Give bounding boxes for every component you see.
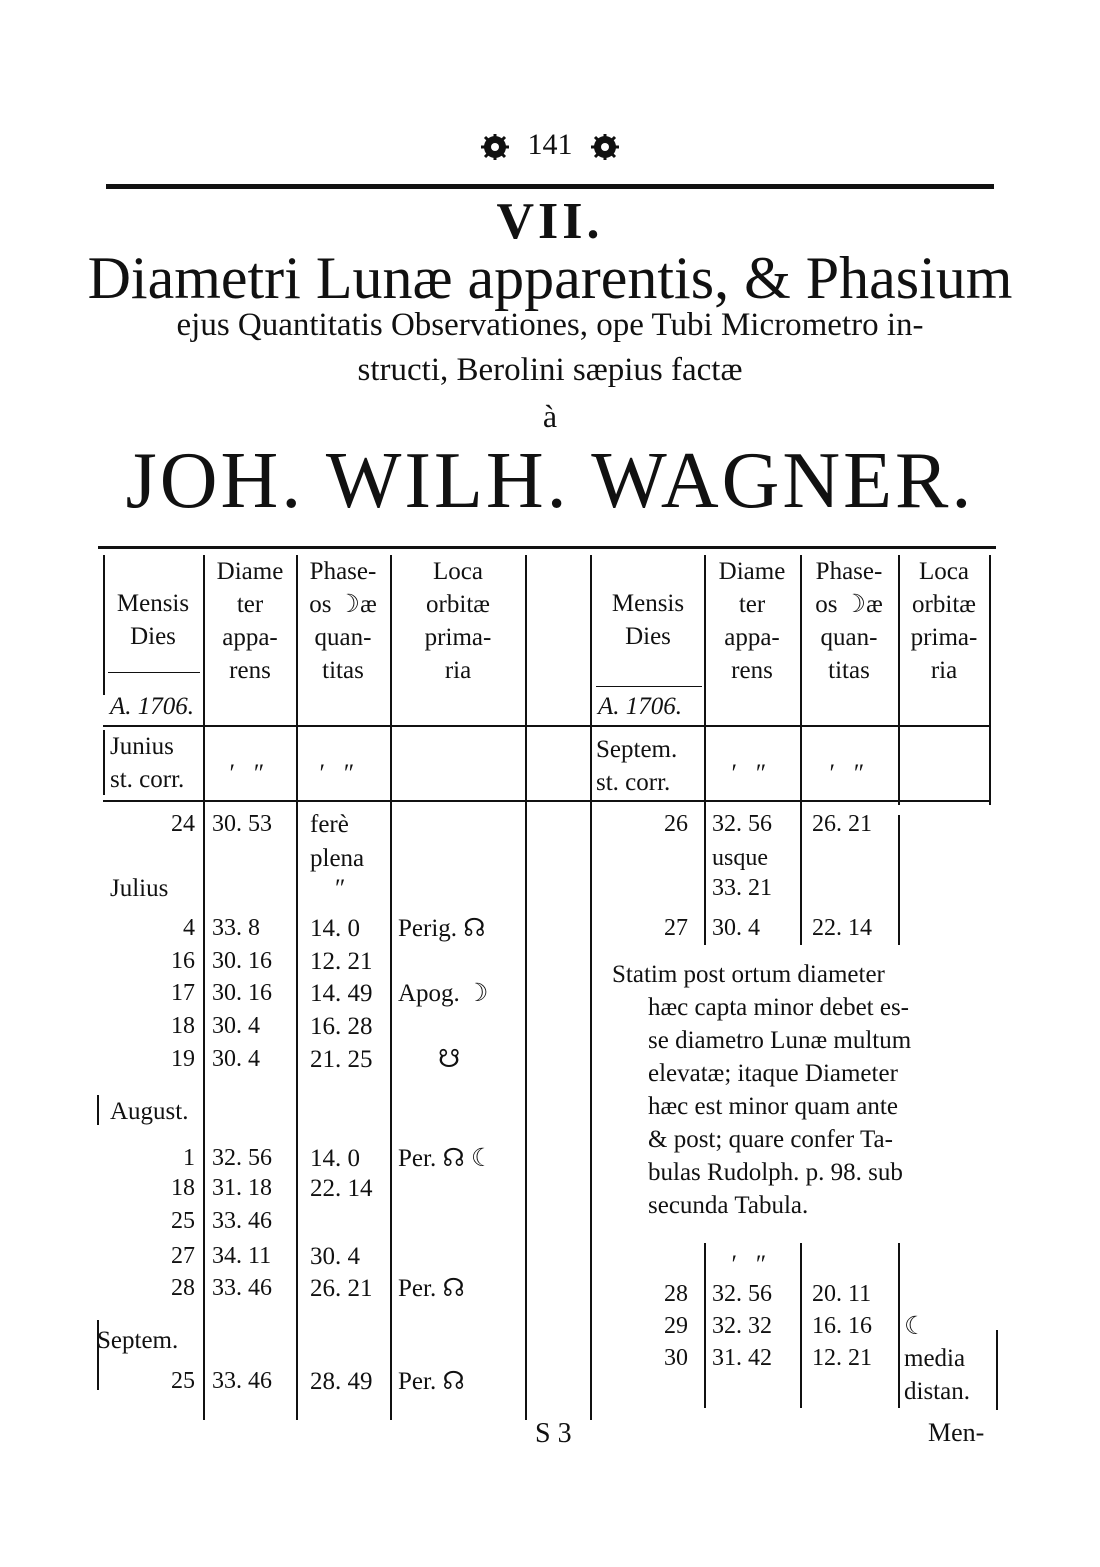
left-diameter-cell: 33. 8 bbox=[212, 915, 260, 941]
right-day-cell: 28 bbox=[664, 1281, 688, 1307]
left-diameter-cell: 33. 46 bbox=[212, 1275, 272, 1301]
signature-mark: S 3 bbox=[535, 1418, 572, 1449]
right-phase-cell: 12. 21 bbox=[812, 1345, 872, 1371]
left-diameter-cell: 33. 46 bbox=[212, 1208, 272, 1234]
right-hdr-year: A. 1706. bbox=[598, 693, 683, 720]
header-bottom-rule bbox=[103, 725, 989, 727]
right-phase-cell: 22. 14 bbox=[812, 915, 872, 941]
right-diameter-cell: 33. 21 bbox=[712, 875, 772, 901]
right-day-cell: 27 bbox=[664, 915, 688, 941]
left-phase-cell: plena bbox=[310, 845, 365, 872]
left-day-cell: 19 bbox=[171, 1046, 195, 1072]
right-lower-units: ′ ″ bbox=[730, 1251, 765, 1278]
left-loca-cell: Per. ☊ bbox=[398, 1368, 465, 1395]
left-loca-cell: Perig. ☊ bbox=[398, 915, 486, 942]
right-diameter-cell: 30. 4 bbox=[712, 915, 760, 941]
header-rule bbox=[106, 184, 994, 189]
right-day-cell: 30 bbox=[664, 1345, 688, 1371]
right-hdr-loca: Loca orbitæ prima- ria bbox=[910, 558, 978, 684]
catchword: Men- bbox=[928, 1418, 985, 1447]
left-phase-cell: 26. 21 bbox=[310, 1275, 373, 1302]
right-col-line-3b bbox=[898, 815, 900, 945]
right-diam-units: ′ ″ bbox=[730, 760, 765, 787]
right-hdr-mensis: Mensis Dies bbox=[611, 590, 685, 650]
left-diameter-cell: 30. 4 bbox=[212, 1046, 260, 1072]
left-diameter-cell: 31. 18 bbox=[212, 1175, 272, 1201]
page-number: 141 bbox=[527, 128, 573, 161]
right-phase-units: ′ ″ bbox=[828, 760, 863, 787]
left-diameter-cell: 32. 56 bbox=[212, 1145, 272, 1171]
left-day-cell: 16 bbox=[171, 948, 195, 974]
main-title: Diametri Lunæ apparentis, & Phasium bbox=[87, 245, 1013, 311]
right-phase-cell: 16. 16 bbox=[812, 1313, 872, 1339]
left-dies-rule bbox=[108, 672, 200, 673]
right-start-month: Septem. st. corr. bbox=[596, 736, 678, 796]
left-loca-cell: ☋ bbox=[438, 1046, 461, 1073]
page-header bbox=[0, 128, 1100, 162]
left-diameter-cell: 30. 16 bbox=[212, 980, 272, 1006]
left-col-line-0b bbox=[103, 730, 105, 795]
left-phase-cell: ″ bbox=[335, 875, 346, 902]
left-phase-cell: 12. 21 bbox=[310, 948, 373, 975]
left-diameter-cell: 34. 11 bbox=[212, 1243, 272, 1269]
right-diameter-cell: usque bbox=[712, 845, 768, 871]
note-line: bulas Rudolph. p. 98. sub bbox=[648, 1159, 903, 1186]
note-line: se diametro Lunæ multum bbox=[648, 1027, 912, 1054]
left-month-label: Septem. bbox=[97, 1327, 179, 1354]
fleuron-right-icon bbox=[588, 132, 622, 162]
left-col-line-0c bbox=[97, 1095, 99, 1125]
left-phase-cell: ferè bbox=[310, 811, 349, 838]
right-phase-cell: 20. 11 bbox=[812, 1281, 872, 1307]
left-month-label: August. bbox=[110, 1098, 189, 1125]
table-top-rule bbox=[98, 546, 996, 549]
left-day-cell: 28 bbox=[171, 1275, 195, 1301]
right-col-line-3c bbox=[898, 1243, 900, 1408]
note-line: Statim post ortum diameter bbox=[612, 961, 885, 988]
left-phase-cell: 30. 4 bbox=[310, 1243, 360, 1270]
left-day-cell: 27 bbox=[171, 1243, 195, 1269]
left-phase-cell: 14. 0 bbox=[310, 915, 360, 942]
right-day-cell: 29 bbox=[664, 1313, 688, 1339]
left-month-label: Julius bbox=[110, 875, 169, 902]
left-loca-cell: Per. ☊ bbox=[398, 1275, 465, 1302]
note-line: hæc est minor quam ante bbox=[648, 1093, 898, 1120]
left-day-cell: 1 bbox=[183, 1145, 195, 1171]
right-col-line-1b bbox=[704, 1243, 706, 1408]
right-loca-cell: ☾ bbox=[904, 1313, 927, 1340]
left-loca-cell: Per. ☊ ☾ bbox=[398, 1145, 494, 1172]
left-start-month: Junius st. corr. bbox=[110, 733, 185, 793]
right-phase-cell: 26. 21 bbox=[812, 811, 872, 837]
left-diameter-cell: 33. 46 bbox=[212, 1368, 272, 1394]
left-hdr-diameter: Diame ter appa- rens bbox=[216, 558, 284, 684]
left-day-cell: 18 bbox=[171, 1013, 195, 1039]
left-hdr-loca: Loca orbitæ prima- ria bbox=[424, 558, 492, 684]
right-diameter-cell: 32. 56 bbox=[712, 811, 772, 837]
right-diameter-cell: 32. 56 bbox=[712, 1281, 772, 1307]
left-day-cell: 24 bbox=[171, 811, 195, 837]
note-line: & post; quare confer Ta- bbox=[648, 1126, 893, 1153]
left-day-cell: 17 bbox=[171, 980, 195, 1006]
fleuron-left-icon bbox=[478, 132, 512, 162]
left-day-cell: 18 bbox=[171, 1175, 195, 1201]
left-phase-cell: 22. 14 bbox=[310, 1175, 373, 1202]
right-col-line-4 bbox=[989, 555, 991, 805]
subtitle-line-3: à bbox=[542, 398, 558, 434]
right-diameter-cell: 31. 42 bbox=[712, 1345, 772, 1371]
right-col-line-4b bbox=[996, 1330, 998, 1410]
left-phase-units: ′ ″ bbox=[318, 760, 353, 787]
right-loca-cell: distan. bbox=[904, 1378, 970, 1405]
left-phase-cell: 28. 49 bbox=[310, 1368, 373, 1395]
left-loca-cell: Apog. ☽ bbox=[398, 980, 489, 1007]
note-line: elevatæ; itaque Diameter bbox=[648, 1060, 898, 1087]
right-day-cell: 26 bbox=[664, 811, 688, 837]
note-line: hæc capta minor debet es- bbox=[648, 994, 910, 1021]
left-diameter-cell: 30. 53 bbox=[212, 811, 272, 837]
left-phase-cell: 14. 0 bbox=[310, 1145, 360, 1172]
left-diameter-cell: 30. 16 bbox=[212, 948, 272, 974]
author-name: JOH. WILH. WAGNER. bbox=[125, 437, 975, 525]
left-phase-cell: 14. 49 bbox=[310, 980, 373, 1007]
left-phase-cell: 16. 28 bbox=[310, 1013, 373, 1040]
left-hdr-mensis: Mensis Dies bbox=[116, 590, 190, 650]
left-hdr-phases: Phase- os ☽æ quan- titas bbox=[309, 558, 377, 684]
section-number: VII. bbox=[496, 193, 604, 250]
right-hdr-phases: Phase- os ☽æ quan- titas bbox=[815, 558, 883, 684]
left-col-line-4 bbox=[525, 555, 527, 1420]
right-dies-rule bbox=[596, 686, 702, 687]
note-line: secunda Tabula. bbox=[648, 1192, 809, 1219]
right-loca-cell: media bbox=[904, 1345, 966, 1372]
subtitle-line-1: ejus Quantitatis Observationes, ope Tubi Micrometro in- bbox=[176, 307, 924, 343]
left-day-cell: 25 bbox=[171, 1368, 195, 1394]
left-day-cell: 4 bbox=[183, 915, 195, 941]
subtitle-line-2: structi, Berolini sæpius factæ bbox=[357, 352, 743, 388]
units-bottom-rule bbox=[103, 800, 989, 802]
right-diameter-cell: 32. 32 bbox=[712, 1313, 772, 1339]
right-col-line-2b bbox=[800, 1243, 802, 1408]
left-diam-units: ′ ″ bbox=[228, 760, 263, 787]
left-diameter-cell: 30. 4 bbox=[212, 1013, 260, 1039]
left-hdr-year: A. 1706. bbox=[110, 693, 195, 720]
right-hdr-diameter: Diame ter appa- rens bbox=[718, 558, 786, 684]
left-day-cell: 25 bbox=[171, 1208, 195, 1234]
left-phase-cell: 21. 25 bbox=[310, 1046, 373, 1073]
right-col-line-0 bbox=[590, 555, 592, 1420]
